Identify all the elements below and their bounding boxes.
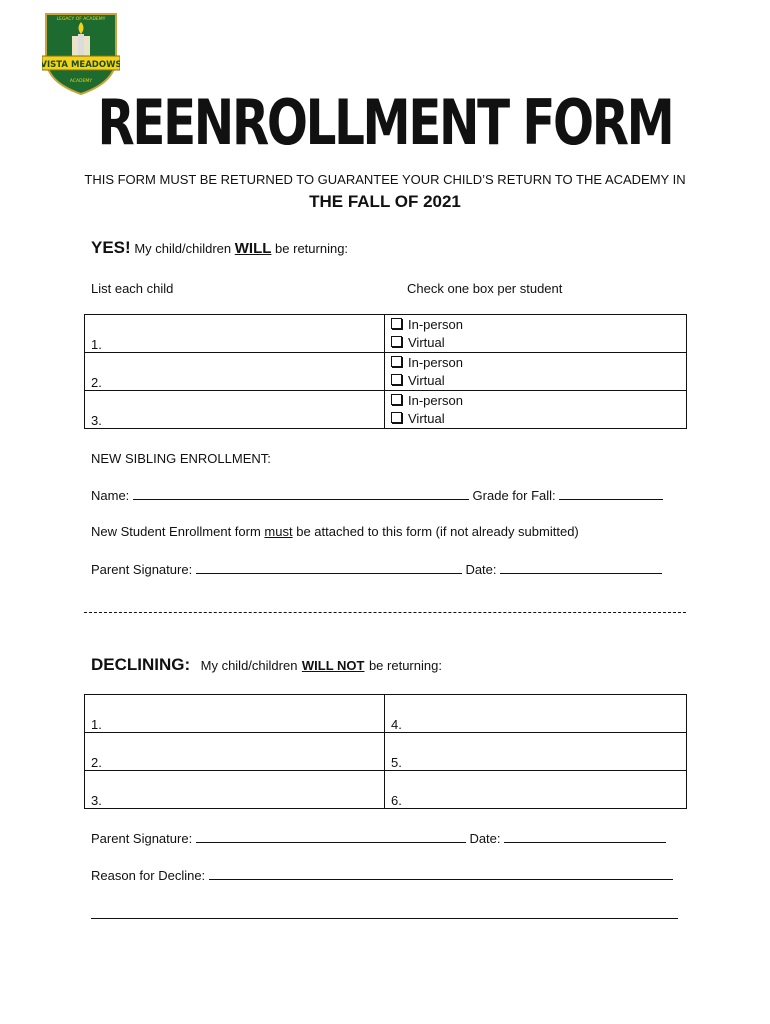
table-row	[85, 771, 687, 809]
cut-divider	[84, 612, 686, 613]
checkbox-icon[interactable]	[391, 318, 402, 329]
decline-child-cell[interactable]	[385, 695, 687, 733]
declining-text: My child/children	[200, 658, 298, 673]
signature-label: Parent Signature:	[91, 831, 193, 846]
name-label: Name:	[91, 488, 130, 503]
option-virtual[interactable]	[391, 410, 680, 428]
yes-text: My child/children	[134, 241, 232, 256]
row-number: 3.	[91, 413, 102, 428]
signature-label: Parent Signature:	[91, 562, 193, 577]
note-text-end: be attached to this form (if not already submitted)	[296, 524, 579, 539]
name-field[interactable]	[133, 487, 469, 500]
declining-table	[84, 694, 687, 809]
note-must: must	[264, 524, 293, 539]
declining-text-end: be returning:	[368, 658, 442, 673]
child-name-cell[interactable]	[85, 315, 385, 353]
option-label: Virtual	[408, 411, 445, 426]
declining-statement	[91, 655, 442, 675]
sibling-name-row	[91, 487, 681, 503]
option-virtual[interactable]	[391, 334, 680, 352]
decline-child-cell[interactable]	[85, 733, 385, 771]
row-number: 1.	[91, 717, 102, 732]
checkbox-icon[interactable]	[391, 356, 402, 367]
option-label: In-person	[408, 355, 463, 370]
svg-text:ACADEMY: ACADEMY	[69, 79, 93, 84]
option-in-person[interactable]	[391, 392, 680, 410]
date-field[interactable]	[500, 561, 662, 574]
reason-label: Reason for Decline:	[91, 868, 206, 883]
will-emphasis: WILL	[234, 240, 272, 257]
reason-field-line-2[interactable]	[91, 904, 678, 919]
grade-label: Grade for Fall:	[472, 488, 556, 503]
yes-statement	[91, 238, 348, 258]
row-number: 3.	[91, 793, 102, 808]
row-number: 4.	[391, 717, 402, 732]
option-label: Virtual	[408, 335, 445, 350]
check-box-label: Check one box per student	[407, 281, 563, 296]
note-text: New Student Enrollment form	[91, 524, 261, 539]
child-name-cell[interactable]	[85, 391, 385, 429]
list-child-label: List each child	[91, 281, 174, 296]
yes-lead: YES!	[91, 238, 131, 257]
yes-text-end: be returning:	[275, 241, 349, 256]
mode-cell	[385, 353, 687, 391]
sibling-signature-row	[91, 561, 662, 577]
table-row	[85, 353, 687, 391]
sibling-heading: NEW SIBLING ENROLLMENT:	[91, 451, 271, 466]
shield-logo-icon	[42, 12, 120, 96]
form-title: REENROLLMENT FORM	[97, 86, 673, 159]
signature-field[interactable]	[196, 830, 466, 843]
checkbox-icon[interactable]	[391, 394, 402, 405]
checkbox-icon[interactable]	[391, 374, 402, 385]
row-number: 2.	[91, 755, 102, 770]
option-label: In-person	[408, 317, 463, 332]
reason-row	[91, 867, 673, 883]
date-label: Date:	[469, 831, 501, 846]
mode-cell	[385, 315, 687, 353]
option-in-person[interactable]	[391, 354, 680, 372]
declining-lead: DECLINING:	[91, 655, 191, 674]
enrollment-note	[91, 524, 579, 539]
date-label: Date:	[465, 562, 497, 577]
decline-child-cell[interactable]	[385, 771, 687, 809]
child-name-cell[interactable]	[85, 353, 385, 391]
checkbox-icon[interactable]	[391, 412, 402, 423]
term-heading: THE FALL OF 2021	[309, 192, 461, 211]
option-in-person[interactable]	[391, 316, 680, 334]
svg-text:LEGACY OF ACADEMY: LEGACY OF ACADEMY	[56, 17, 106, 22]
returning-table	[84, 314, 687, 429]
row-number: 1.	[91, 337, 102, 352]
row-number: 5.	[391, 755, 402, 770]
table-row	[85, 695, 687, 733]
checkbox-icon[interactable]	[391, 336, 402, 347]
table-row	[85, 391, 687, 429]
option-virtual[interactable]	[391, 372, 680, 390]
form-subtitle: THIS FORM MUST BE RETURNED TO GUARANTEE YOUR CHILD’S RETURN TO THE ACADEMY IN	[84, 172, 686, 187]
signature-field[interactable]	[196, 561, 462, 574]
decline-child-cell[interactable]	[385, 733, 687, 771]
row-number: 6.	[391, 793, 402, 808]
mode-cell	[385, 391, 687, 429]
school-logo	[42, 12, 120, 96]
logo-name-text: VISTA MEADOWS	[42, 60, 120, 70]
row-number: 2.	[91, 375, 102, 390]
grade-field[interactable]	[559, 487, 663, 500]
decline-child-cell[interactable]	[85, 695, 385, 733]
option-label: Virtual	[408, 373, 445, 388]
table-row	[85, 315, 687, 353]
will-not-emphasis: WILL NOT	[301, 658, 365, 673]
reason-field[interactable]	[209, 867, 673, 880]
decline-signature-row	[91, 830, 666, 846]
option-label: In-person	[408, 393, 463, 408]
decline-child-cell[interactable]	[85, 771, 385, 809]
table-row	[85, 733, 687, 771]
date-field[interactable]	[504, 830, 666, 843]
